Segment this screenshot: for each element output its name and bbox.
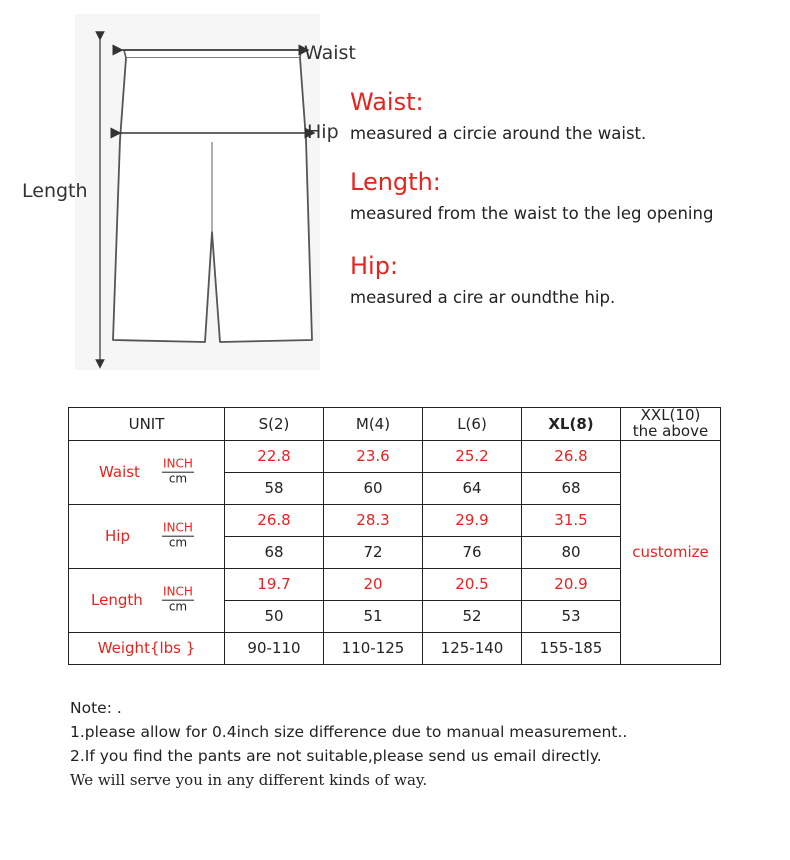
header-xxl-line2: the above [632,421,709,440]
table-cell: 31.5 [522,504,621,536]
waist-label: Waist [304,42,356,64]
table-cell: 90-110 [225,632,324,664]
header-size-s: S(2) [225,408,324,441]
unit-cm: cm [168,599,188,614]
weight-row-label: Weight{lbs } [69,632,225,664]
unit-inch: INCH [163,520,193,535]
table-cell: 22.8 [225,440,324,472]
table-cell: 50 [225,600,324,632]
unit-cm: cm [168,535,188,550]
header-xxl-line1: XXL(10) [640,406,701,424]
header-size-l: L(6) [423,408,522,441]
header-size-xl: XL(8) [522,408,621,441]
hip-definition-text: measured a cire ar oundthe hip. [350,288,616,307]
size-chart-table [68,407,721,665]
table-cell: 29.9 [423,504,522,536]
length-row-label: Length [91,591,143,609]
hip-unit-cell [69,504,225,568]
waist-row-label: Waist [99,463,140,481]
table-cell: 20 [324,568,423,600]
waist-definition [350,88,646,143]
table-cell: 125-140 [423,632,522,664]
table-cell: 26.8 [522,440,621,472]
table-cell: 26.8 [225,504,324,536]
header-size-xxl [621,408,721,441]
unit-inch: INCH [163,584,193,599]
note-line-2: 2.If you find the pants are not suitable,please send us email directly. [70,747,602,765]
hip-unit-fraction [162,522,194,551]
customize-cell: customize [621,440,721,664]
table-cell: 53 [522,600,621,632]
table-cell: 58 [225,472,324,504]
table-cell: 155-185 [522,632,621,664]
hip-definition [350,252,615,307]
hip-row-label: Hip [105,527,130,545]
table-cell: 23.6 [324,440,423,472]
waist-definition-text: measured a circie around the waist. [350,124,647,143]
length-unit-fraction [162,586,194,615]
notes-title: Note: . [70,699,122,717]
length-definition-text: measured from the waist to the leg opening [350,204,714,223]
unit-cm: cm [168,471,188,486]
table-cell: 28.3 [324,504,423,536]
header-size-m: M(4) [324,408,423,441]
hip-label: Hip [307,121,339,143]
table-header-row [69,408,721,441]
table-cell: 19.7 [225,568,324,600]
table-cell: 76 [423,536,522,568]
shorts-illustration [0,0,360,380]
table-cell: 20.9 [522,568,621,600]
table-cell: 60 [324,472,423,504]
table-cell: 52 [423,600,522,632]
length-unit-cell [69,568,225,632]
unit-inch: INCH [163,456,193,471]
table-cell: 110-125 [324,632,423,664]
table-cell: 51 [324,600,423,632]
note-line-3: We will serve you in any different kinds of way. [70,771,428,789]
table-cell: 25.2 [423,440,522,472]
table-cell: 72 [324,536,423,568]
table-cell: 64 [423,472,522,504]
length-label: Length [22,180,88,202]
length-definition-title: Length: [350,168,441,196]
waist-definition-title: Waist: [350,88,424,116]
table-cell: 68 [522,472,621,504]
table-row [69,440,721,472]
length-definition [350,168,713,223]
notes-section [70,696,627,792]
header-unit: UNIT [69,408,225,441]
table-cell: 80 [522,536,621,568]
waist-unit-cell [69,440,225,504]
note-line-1: 1.please allow for 0.4inch size difference due to manual measurement.. [70,723,628,741]
table-cell: 20.5 [423,568,522,600]
table-cell: 68 [225,536,324,568]
hip-definition-title: Hip: [350,252,399,280]
waist-unit-fraction [162,458,194,487]
